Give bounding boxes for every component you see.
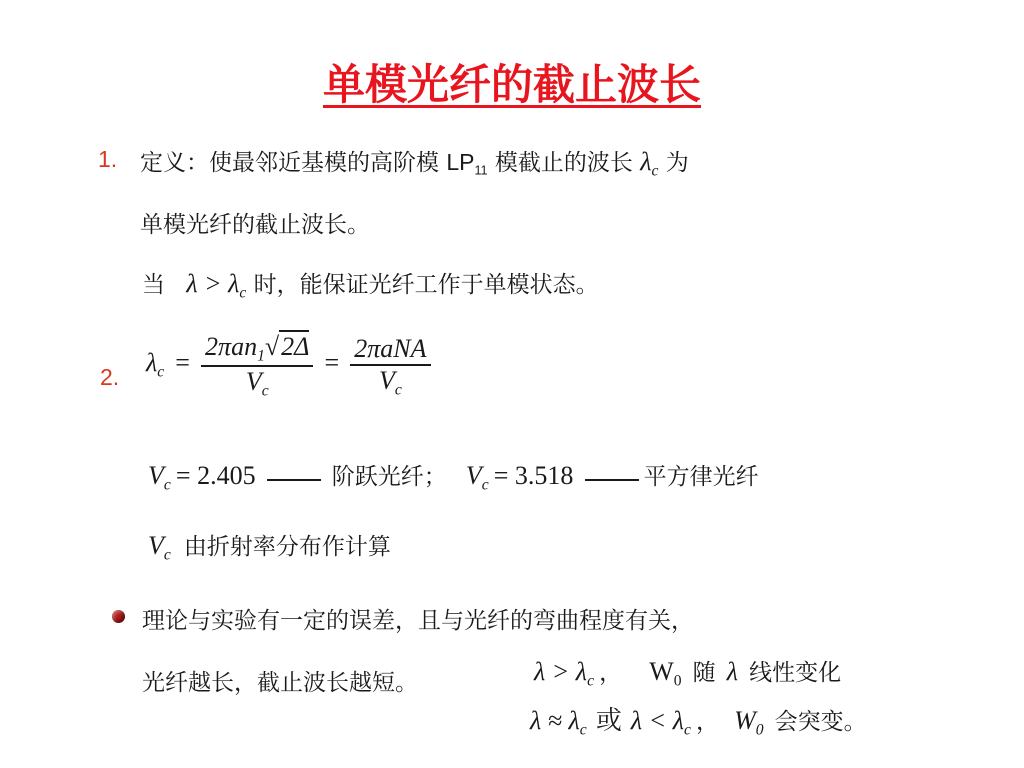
linear-text: 线性变化 [749, 660, 842, 686]
w0-symbol: $W_0$ [649, 657, 682, 690]
lambda-symbol: λ [726, 657, 738, 686]
formula-eq1: = [175, 347, 190, 377]
item1-line3-suffix: 时，能保证光纤工作于单模状态。 [253, 272, 599, 298]
vc-step-value: = 2.405 [175, 461, 256, 490]
item1-line1-suffix: 模截止的波长 [494, 150, 633, 176]
mode-lp11: $LP_{11}$ [446, 149, 488, 178]
item1-number: 1. [98, 146, 118, 172]
lambda-c-symbol: $\lambda_c$ [640, 147, 659, 180]
item1-line1 [140, 144, 689, 180]
bullet-line1: 理论与实验有一定的误差，且与光纤的弯曲程度有关， [142, 608, 694, 634]
vc-symbol: $V_c$ [148, 531, 171, 564]
formula-lhs: $\lambda_c$ [146, 347, 165, 381]
vc-graded-value: = 3.518 [493, 461, 574, 490]
cond2a-expr: $\lambda \approx \lambda_c$ [530, 706, 587, 739]
cond1-expr: $\lambda > \lambda_c$ [534, 657, 594, 690]
item1-line3 [142, 266, 599, 302]
single-mode-condition: $\lambda > \lambda_c$ [186, 269, 247, 302]
vc-step-symbol: $V_c$ [148, 461, 171, 494]
follow-text: 随 [692, 660, 716, 686]
vc-graded-symbol: $V_c$ [465, 461, 489, 494]
sudden-text: 会突变。 [774, 709, 867, 735]
dash-separator-2 [585, 479, 639, 481]
cond2b-expr: $\lambda < \lambda_c$ [630, 706, 691, 739]
slide-title: 单模光纤的截止波长 [322, 60, 701, 109]
bullet-dot-icon [112, 610, 125, 623]
item1-line1-prefix: 定义：使最邻近基模的高阶模 [140, 150, 439, 176]
vc-calc-line [148, 528, 391, 564]
vc-values-line [148, 458, 759, 494]
vc-step-label: 阶跃光纤； [331, 464, 447, 490]
formula-fraction2: $\frac{\text{2πaNA}}{V_c}$ [350, 334, 430, 399]
or-text: 或 [595, 706, 622, 736]
w0-symbol-2: $W_0$ [734, 706, 764, 739]
formula-fraction1: $\frac{2\pi an_1√2\Delta}{V_c}$ [201, 332, 313, 401]
item1-line3-prefix: 当 [142, 272, 165, 298]
bullet-line2: 光纤越长，截止波长越短。 [142, 670, 418, 696]
item1-line2: 单模光纤的截止波长。 [140, 212, 370, 238]
item1-line1-end: 为 [665, 150, 689, 176]
vc-calc-text: 由折射率分布作计算 [183, 534, 391, 560]
vc-graded-label: 平方律光纤 [643, 464, 759, 490]
bullet-condition2 [530, 700, 867, 739]
formula-eq2: = [324, 347, 340, 377]
cond2-comma: ， [696, 709, 720, 735]
bullet-condition1 [534, 654, 841, 690]
cond1-comma: ， [599, 660, 623, 686]
cutoff-formula [146, 332, 431, 401]
item2-number: 2. [100, 364, 120, 390]
dash-separator [267, 479, 321, 481]
